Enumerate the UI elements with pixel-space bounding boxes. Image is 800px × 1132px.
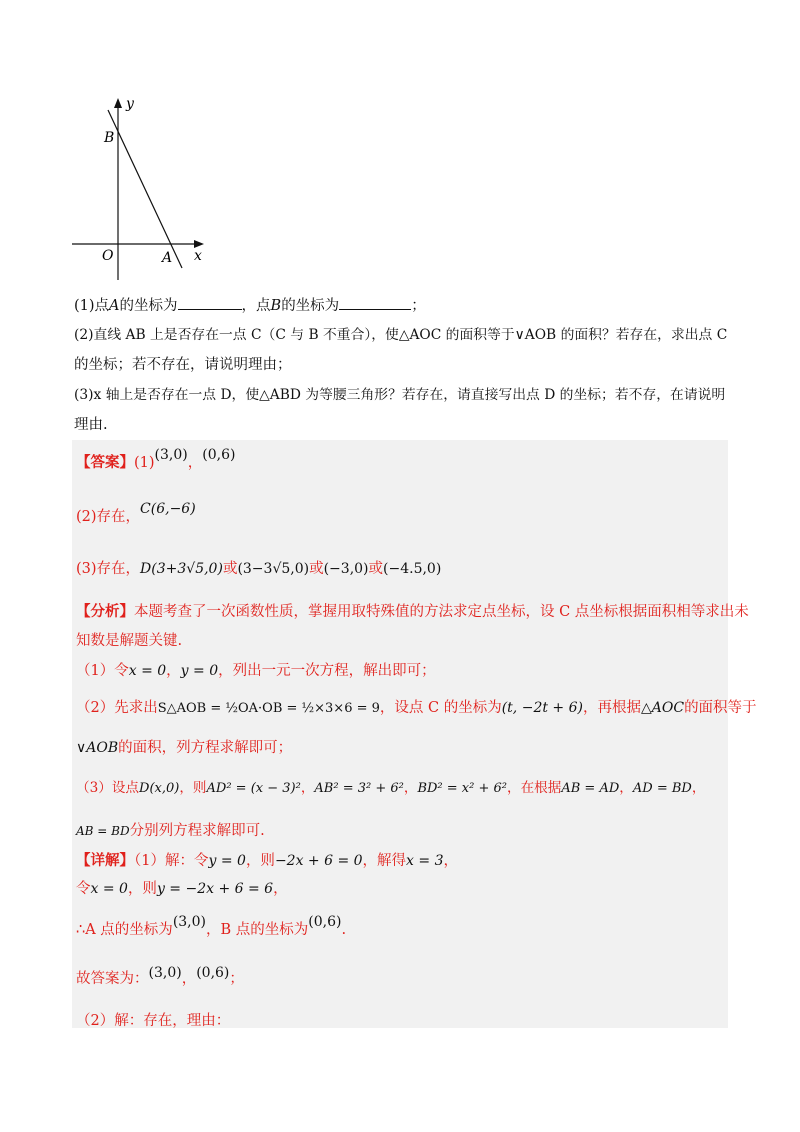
analysis-step-1-math-a: x = 0 (128, 663, 167, 679)
analysis-step-2-b: ，设点 C 的坐标为 (379, 700, 502, 716)
answer-3-value-c: (−3,0) (323, 561, 369, 577)
detail-2-math-b: y = −2x + 6 = 6 (156, 881, 274, 897)
analysis-step-2-math-a: S△AOB = ½OA·OB = ½×3×6 = 9 (157, 701, 380, 716)
answer-3-value-d: (−4.5,0) (383, 561, 442, 577)
detail-1-c: ，解得 (362, 853, 407, 869)
q1-blank-a (178, 295, 242, 310)
q1-point-b: B (270, 298, 282, 314)
x-axis-arrow (194, 240, 204, 248)
analysis-line-1 (76, 601, 749, 623)
q1-text-3: ，点 (241, 298, 271, 314)
detail-1-b: ，则 (245, 853, 275, 869)
answer-1-value-a: (3,0) (154, 447, 188, 463)
analysis-step-1-b: ， (166, 663, 181, 679)
analysis-step-3-math-a: D(x,0) (139, 781, 180, 796)
answer-1-prefix: (1) (134, 455, 155, 471)
detail-1-math-c: x = 3 (406, 853, 444, 869)
analysis-step-3-g: ， (691, 780, 706, 796)
label-a: A (162, 250, 173, 266)
detail-2-c: ， (273, 881, 288, 897)
detail-2-a: 令 (76, 881, 91, 897)
analysis-step-3-math-f: AD = BD (632, 781, 692, 796)
detail-1-math-a: y = 0 (208, 853, 246, 869)
analysis-step-2-a: （2）先求出 (76, 700, 158, 716)
analysis-step-3-d: ， (403, 780, 418, 796)
answer-1-sep: ， (187, 455, 203, 471)
analysis-tag: 【分析】 (76, 603, 134, 620)
label-o: O (102, 248, 114, 264)
y-axis-arrow (114, 98, 122, 108)
answer-line-1 (76, 447, 236, 474)
analysis-step-1 (76, 660, 436, 682)
detail-4-math-a: (3,0) (148, 965, 182, 981)
analysis-step-3-b: ，则 (179, 780, 207, 796)
analysis-step-3-math-g: AB = BD (76, 824, 130, 838)
detail-1-math-b: −2x + 6 = 0 (274, 853, 363, 869)
answer-3-or-1: 或 (222, 561, 238, 577)
question-2-line-2: 的坐标；若不存在，请说明理由； (74, 357, 292, 373)
coordinate-figure (66, 92, 216, 282)
analysis-step-3-a: （3）设点 (76, 780, 140, 796)
detail-3-math-b: (0,6) (308, 914, 342, 930)
q1-point-a: A (109, 298, 120, 314)
answer-line-2 (76, 501, 196, 528)
analysis-step-2-c: ，再根据 (582, 700, 641, 716)
question-2-line-1: (2)直线 AB 上是否存在一点 C（C 与 B 不重合），使△AOC 的面积等于∨AOB 的面积？若存在，求出点 C (74, 327, 728, 343)
analysis-step-1-c: ，列出一元一次方程，解出即可； (218, 663, 436, 679)
question-1 (74, 295, 426, 317)
question-3-line-1: (3)x 轴上是否存在一点 D，使△ABD 为等腰三角形？若存在，请直接写出点 D 的坐标；若不存，在请说明 (74, 387, 726, 403)
detail-3-c: . (341, 922, 347, 938)
detail-3-a: ∴A 点的坐标为 (76, 922, 173, 938)
q1-text-5: ； (411, 298, 426, 314)
answer-2-prefix: (2)存在， (76, 509, 141, 525)
detail-3-b: ，B 点的坐标为 (206, 922, 309, 938)
q1-text-4: 的坐标为 (281, 298, 340, 314)
answer-3-prefix: (3)存在， (76, 561, 141, 577)
analysis-step-3-math-d: BD² = x² + 6² (417, 781, 507, 796)
detail-1-a: （1）解：令 (134, 853, 209, 869)
detail-4-a: 故答案为： (76, 971, 149, 987)
detail-2-b: ，则 (127, 881, 157, 897)
analysis-step-2-math-b: (t, −2t + 6) (501, 700, 583, 716)
analysis-step-2-d: 的面积等于 (684, 700, 757, 716)
analysis-step-2-line-2 (76, 737, 292, 759)
detail-line-4 (76, 965, 244, 990)
detail-line-3 (76, 914, 347, 941)
analysis-line-2: 知数是解题关键. (76, 633, 183, 649)
question-3-line-2: 理由. (74, 417, 108, 433)
analysis-step-3-math-b: AD² = (x − 3)² (206, 781, 301, 796)
detail-2-math-a: x = 0 (90, 881, 128, 897)
answer-2-value: C(6,−6) (140, 501, 196, 517)
detail-4-math-b: (0,6) (196, 965, 230, 981)
analysis-text-1: 本题考查了一次函数性质，掌握用取特殊值的方法求定点坐标，设 C 点坐标根据面积相等求出未 (134, 604, 749, 620)
detail-4-c: ； (229, 971, 244, 987)
answer-3-or-2: 或 (309, 561, 324, 577)
label-y: y (126, 96, 134, 112)
analysis-step-3-h: 分别列方程求解即可. (129, 823, 265, 839)
analysis-step-3-c: ， (300, 780, 315, 796)
answer-3-value-a: D(3+3√5,0) (140, 561, 223, 577)
detail-tag: 【详解】 (76, 852, 134, 869)
label-x: x (194, 248, 202, 264)
analysis-step-3-math-e: AB = AD (561, 781, 620, 796)
detail-1-d: ， (443, 853, 458, 869)
detail-4-b: ， (181, 971, 197, 987)
analysis-step-2 (76, 697, 757, 720)
detail-3-math-a: (3,0) (172, 914, 207, 930)
analysis-step-3 (76, 777, 705, 800)
analysis-step-3-e: ，在根据 (506, 780, 562, 796)
detail-line-5: （2）解：存在，理由： (76, 1013, 231, 1029)
analysis-step-1-math-b: y = 0 (180, 663, 219, 679)
q1-blank-b (339, 295, 411, 310)
answer-3-or-3: 或 (368, 561, 384, 577)
analysis-step-3-f: ， (619, 780, 633, 796)
analysis-step-1-a: （1）令 (76, 663, 129, 679)
answer-3-value-b: (3−3√5,0) (237, 561, 310, 577)
q1-text-2: 的坐标为 (119, 298, 178, 314)
analysis-step-2-math-d: ∨AOB (76, 740, 119, 756)
detail-line-2 (76, 878, 288, 900)
detail-line-1 (76, 850, 458, 872)
label-b: B (104, 130, 115, 146)
q1-text: (1)点 (74, 298, 110, 314)
analysis-step-3-line-2 (76, 820, 265, 842)
analysis-step-2-e: 的面积，列方程求解即可； (118, 740, 293, 756)
answer-line-3 (76, 558, 441, 580)
analysis-step-3-math-c: AB² = 3² + 6² (314, 781, 404, 796)
answer-tag: 【答案】 (76, 454, 134, 471)
answer-1-value-b: (0,6) (202, 447, 236, 463)
analysis-step-2-math-c: △AOC (640, 700, 685, 716)
